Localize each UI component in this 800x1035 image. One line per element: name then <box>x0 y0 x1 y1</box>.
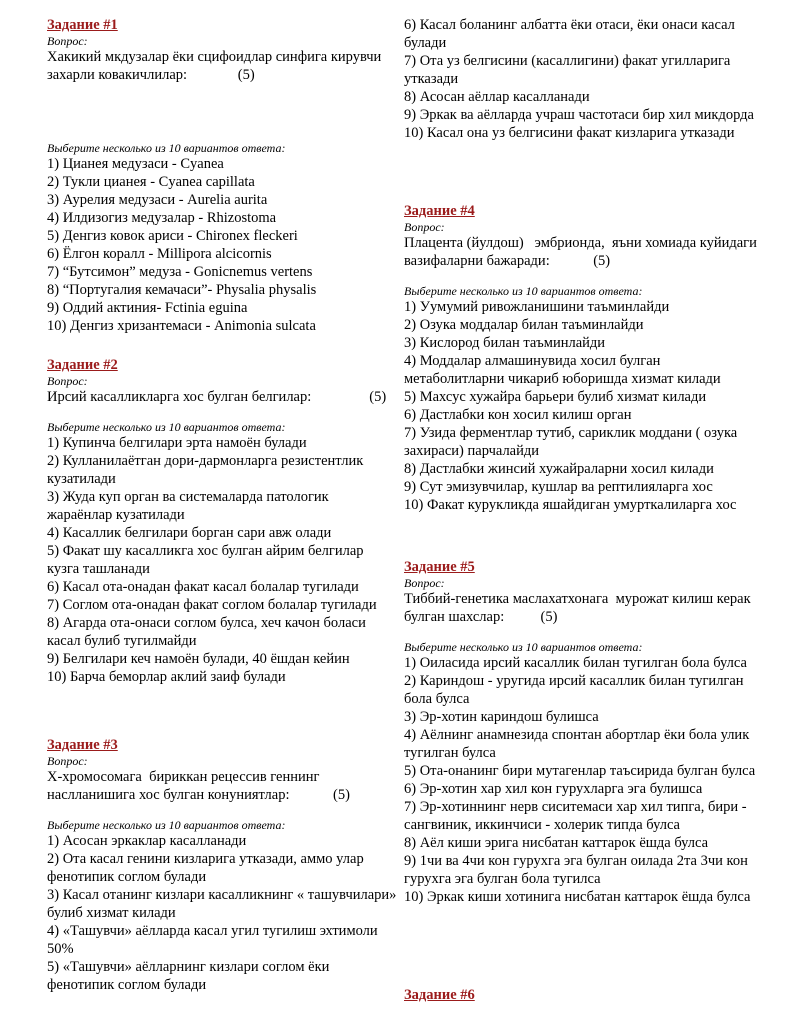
task-title: Задание #2 <box>47 357 118 373</box>
options-list <box>404 298 759 514</box>
question-text: Х-хромосомага бириккан рецессив геннинг наслланишига хос булган конуниятлар: (5) <box>47 769 350 803</box>
option-item[interactable]: 3) Аурелия медузаси - Aurelia aurita <box>47 192 268 208</box>
options-list <box>404 654 759 906</box>
option-item[interactable]: 8) Аёл киши эрига нисбатан каттарок ёшда булса <box>404 835 709 851</box>
task-1 <box>47 16 397 356</box>
option-item[interactable]: 7) Соглом ота-онадан факат соглом болалар тугилади <box>47 597 377 613</box>
options-list-continued <box>404 16 759 202</box>
options-list <box>47 434 397 686</box>
option-item[interactable]: 4) Аёлнинг анамнезида спонтан абортлар ёки бола улик тугилган булса <box>404 727 750 761</box>
question-text: Хакикий мкдузалар ёки сцифоидлар синфига кирувчи захарли ковакичлилар: (5) <box>47 49 385 83</box>
question-text: Тиббий-генетика маслахатхонага мурожат килиш керак булган шахслар: (5) <box>404 591 758 625</box>
answers-label: Выберите несколько из 10 вариантов ответа: <box>404 284 643 298</box>
task-title: Задание #4 <box>404 203 475 219</box>
options-list <box>47 832 397 994</box>
option-item[interactable]: 6) Дастлабки кон хосил килиш орган <box>404 407 632 423</box>
option-item[interactable]: 7) Эр-хотиннинг нерв сиситемаси хар хил типга, бири - сангвиник, иккинчиси - холерик типда булса <box>404 799 747 833</box>
option-item[interactable]: 2) Кулланилаётган дори-дармонларга резистентлик кузатилади <box>47 453 364 487</box>
option-item[interactable]: 2) Кариндош - уругида ирсий касаллик билан тугилган бола булса <box>404 673 744 707</box>
option-item[interactable]: 3) Кислород билан таъминлайди <box>404 335 606 351</box>
option-item[interactable]: 2) Озука моддалар билан таъминлайди <box>404 317 644 333</box>
option-item[interactable]: 8) “Португалия кемачаси”- Physalia physalis <box>47 282 317 298</box>
option-item[interactable]: 9) Сут эмизувчилар, кушлар ва рептилияларга хос <box>404 479 713 495</box>
option-item[interactable]: 9) Эркак ва аёлларда учраш частотаси бир хил микдорда <box>404 107 754 123</box>
answers-label: Выберите несколько из 10 вариантов ответа: <box>47 420 286 434</box>
option-item[interactable]: 4) Моддалар алмашинувида хосил булган метаболитларни чикариб юборишда хизмат килади <box>404 353 721 387</box>
option-item[interactable]: 9) Оддий актиния- Fctinia eguina <box>47 300 248 316</box>
task-2 <box>47 356 397 736</box>
task-6 <box>404 986 759 1004</box>
left-column <box>47 16 397 994</box>
option-item[interactable]: 8) Дастлабки жинсий хужайраларни хосил килади <box>404 461 714 477</box>
question-label: Вопрос: <box>47 374 88 388</box>
option-item[interactable]: 2) Тукли цианея - Cyanea capillata <box>47 174 255 190</box>
right-column <box>404 16 759 1004</box>
answers-label: Выберите несколько из 10 вариантов ответа: <box>47 818 286 832</box>
question-label: Вопрос: <box>47 754 88 768</box>
option-item[interactable]: 5) Факат шу касалликга хос булган айрим белгилар кузга ташланади <box>47 543 364 577</box>
option-item[interactable]: 5) Махсус хужайра барьери булиб хизмат килади <box>404 389 707 405</box>
question-text: Ирсий касалликларга хос булган белгилар: (5) <box>47 389 387 405</box>
task-title: Задание #1 <box>47 17 118 33</box>
question-label: Вопрос: <box>404 220 445 234</box>
option-item[interactable]: 10) Касал она уз белгисини факат кизларига утказади <box>404 125 735 141</box>
option-item[interactable]: 6) Касал боланинг албатта ёки отаси, ёки онаси касал булади <box>404 17 735 51</box>
option-item[interactable]: 7) Ота уз белгисини (касаллигини) факат угилларига утказади <box>404 53 731 87</box>
option-item[interactable]: 5) Денгиз ковок ариси - Chironex fleckeri <box>47 228 298 244</box>
options-list <box>47 155 397 335</box>
option-item[interactable]: 5) Ота-онанинг бири мутагенлар таъсирида булган булса <box>404 763 756 779</box>
answers-label: Выберите несколько из 10 вариантов ответа: <box>47 141 286 155</box>
option-item[interactable]: 7) “Бутсимон” медуза - Gonicnemus vertens <box>47 264 313 280</box>
option-item[interactable]: 10) Эркак киши хотинига нисбатан каттарок ёшда булса <box>404 889 751 905</box>
option-item[interactable]: 10) Денгиз хризантемаси - Animonia sulcata <box>47 318 316 334</box>
task-title: Задание #3 <box>47 737 118 753</box>
option-item[interactable]: 3) Жуда куп орган ва системаларда патологик жараёнлар кузатилади <box>47 489 329 523</box>
option-item[interactable]: 3) Касал отанинг кизлари касалликнинг « ташувчилари» булиб хизмат килади <box>47 887 397 921</box>
answers-label: Выберите несколько из 10 вариантов ответа: <box>404 640 643 654</box>
option-item[interactable]: 8) Агарда ота-онаси соглом булса, хеч качон боласи касал булиб тугилмайди <box>47 615 366 649</box>
option-item[interactable]: 2) Ота касал генини кизларига утказади, аммо улар фенотипик соглом булади <box>47 851 364 885</box>
option-item[interactable]: 1) Уумумий ривожланишини таъминлайди <box>404 299 670 315</box>
option-item[interactable]: 8) Асосан аёллар касалланади <box>404 89 590 105</box>
option-item[interactable]: 9) Белгилари кеч намоён булади, 40 ёшдан кейин <box>47 651 350 667</box>
option-item[interactable]: 1) Купинча белгилари эрта намоён булади <box>47 435 307 451</box>
task-4 <box>404 202 759 558</box>
option-item[interactable]: 6) Ёлгон коралл - Millipora alcicornis <box>47 246 272 262</box>
question-label: Вопрос: <box>47 34 88 48</box>
question-text: Плацента (йулдош) эмбрионда, яъни хомиада куйидаги вазифаларни бажаради: (5) <box>404 235 761 269</box>
question-label: Вопрос: <box>404 576 445 590</box>
task-3 <box>47 736 397 994</box>
option-item[interactable]: 1) Асосан эркаклар касалланади <box>47 833 247 849</box>
option-item[interactable]: 6) Эр-хотин хар хил кон гурухларга эга булишса <box>404 781 703 797</box>
option-item[interactable]: 4) Касаллик белгилари борган сари авж олади <box>47 525 332 541</box>
task-title: Задание #6 <box>404 987 475 1003</box>
option-item[interactable]: 4) Илдизогиз медузалар - Rhizostoma <box>47 210 277 226</box>
task-5 <box>404 558 759 986</box>
option-item[interactable]: 10) Факат курукликда яшайдиган умурткалиларга хос <box>404 497 737 513</box>
option-item[interactable]: 10) Барча беморлар аклий заиф булади <box>47 669 286 685</box>
option-item[interactable]: 1) Цианея медузаси - Cyanea <box>47 156 224 172</box>
option-item[interactable]: 1) Оиласида ирсий касаллик билан тугилган бола булса <box>404 655 747 671</box>
option-item[interactable]: 3) Эр-хотин кариндош булишса <box>404 709 599 725</box>
option-item[interactable]: 7) Узида ферментлар тутиб, сариклик моддани ( озука захираси) парчалайди <box>404 425 738 459</box>
task-title: Задание #5 <box>404 559 475 575</box>
option-item[interactable]: 9) 1чи ва 4чи кон гурухга эга булган оилада 2та 3чи кон гурухга эга булган бола тугилса <box>404 853 748 887</box>
option-item[interactable]: 4) «Ташувчи» аёлларда касал угил тугилиш эхтимоли 50% <box>47 923 378 957</box>
option-item[interactable]: 5) «Ташувчи» аёлларнинг кизлари соглом ёки фенотипик соглом булади <box>47 959 330 993</box>
option-item[interactable]: 6) Касал ота-онадан факат касал болалар тугилади <box>47 579 359 595</box>
